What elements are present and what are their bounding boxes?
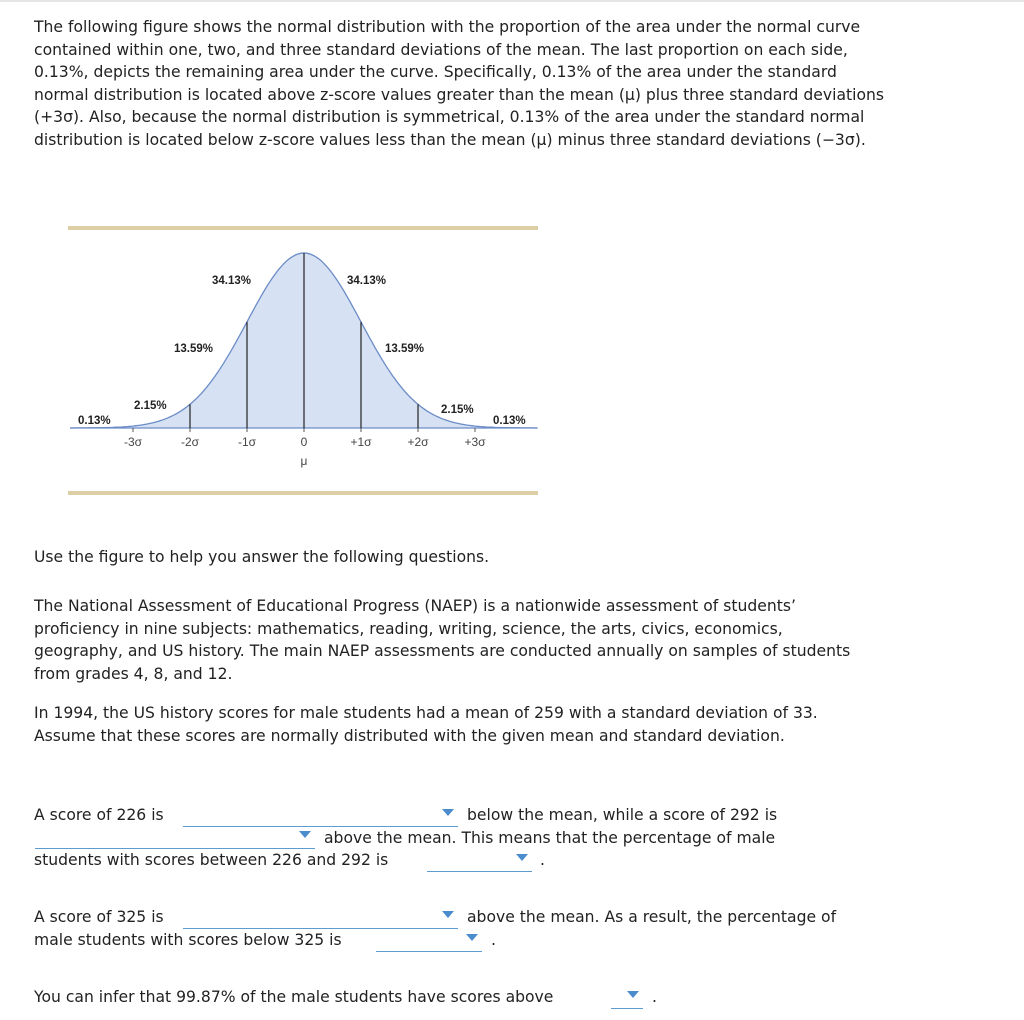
- label-left1: 34.13%: [212, 275, 252, 287]
- chevron-down-icon: [627, 991, 639, 998]
- q1-text-c: above the mean. This means that the percentage of male: [324, 829, 776, 847]
- q1-dropdown-292[interactable]: [35, 828, 315, 849]
- chevron-down-icon: [299, 831, 311, 838]
- q3-text-b: .: [652, 988, 657, 1006]
- q3-dropdown-score[interactable]: [611, 988, 643, 1009]
- q1-text-e: .: [540, 851, 545, 869]
- label-left3: 2.15%: [134, 400, 167, 412]
- x-tick-label: -1σ: [237, 435, 257, 449]
- q2-text-b: above the mean. As a result, the percentage of: [467, 908, 837, 926]
- x-tick-label: 0: [300, 435, 308, 449]
- use-figure-text: Use the figure to help you answer the following questions.: [34, 548, 490, 566]
- figure-top-border: [68, 226, 538, 230]
- figure-bottom-border: [68, 491, 538, 495]
- naep-paragraph: The National Assessment of Educational Progress (NAEP) is a nationwide assessment of students’ proficiency in nine subjects: mathematics, reading, writing, science, the arts, civics, economics, geography, and US history. The main NAEP assessments are conducted annually on samples of students from grades 4, 8, and 12.: [34, 597, 851, 683]
- chevron-down-icon: [466, 934, 478, 941]
- q1-text-d: students with scores between 226 and 292 is: [34, 851, 389, 869]
- q2-text-a: A score of 325 is: [34, 908, 164, 926]
- x-tick-label: -3σ: [123, 435, 143, 449]
- q2-text-c: male students with scores below 325 is: [34, 931, 342, 949]
- label-far-right: 0.13%: [493, 415, 526, 427]
- q1-text-a: A score of 226 is: [34, 806, 164, 824]
- label-right2: 13.59%: [385, 343, 425, 355]
- q2-dropdown-325[interactable]: [183, 908, 458, 929]
- q2-text-d: .: [491, 931, 496, 949]
- label-right1: 34.13%: [347, 275, 387, 287]
- q1-dropdown-percentage[interactable]: [427, 851, 532, 872]
- mu-label: μ: [300, 454, 308, 468]
- chevron-down-icon: [442, 911, 454, 918]
- q1-dropdown-226[interactable]: [183, 806, 458, 827]
- x-tick-label: +2σ: [407, 435, 429, 449]
- x-tick-label: +3σ: [464, 435, 486, 449]
- intro-paragraph: The following figure shows the normal distribution with the proportion of the area under the normal curve contained within one, two, and three standard deviations of the mean. The last proportion on each side, 0.13%, depicts the remaining area under the curve. Specifically, 0.13% of the area under the standard normal distribution is located above z-score values greater than the mean (μ) plus three standard deviations (+3σ). Also, because the normal distribution is symmetrical, 0.13% of the area under the standard normal distribution is located below z-score values less than the mean (μ) minus three standard deviations (−3σ).: [34, 18, 885, 149]
- label-far-left: 0.13%: [78, 415, 111, 427]
- chevron-down-icon: [442, 809, 454, 816]
- scores-paragraph: In 1994, the US history scores for male students had a mean of 259 with a standard deviation of 33. Assume that these scores are normally distributed with the given mean and standard deviation.: [34, 704, 818, 745]
- label-left2: 13.59%: [174, 343, 214, 355]
- q3-text-a: You can infer that 99.87% of the male students have scores above: [34, 988, 554, 1006]
- chevron-down-icon: [516, 854, 528, 861]
- x-tick-label: +1σ: [350, 435, 372, 449]
- q2-dropdown-percentage[interactable]: [376, 931, 482, 952]
- q1-text-b: below the mean, while a score of 292 is: [467, 806, 778, 824]
- label-right3: 2.15%: [441, 404, 474, 416]
- x-tick-label: -2σ: [180, 435, 200, 449]
